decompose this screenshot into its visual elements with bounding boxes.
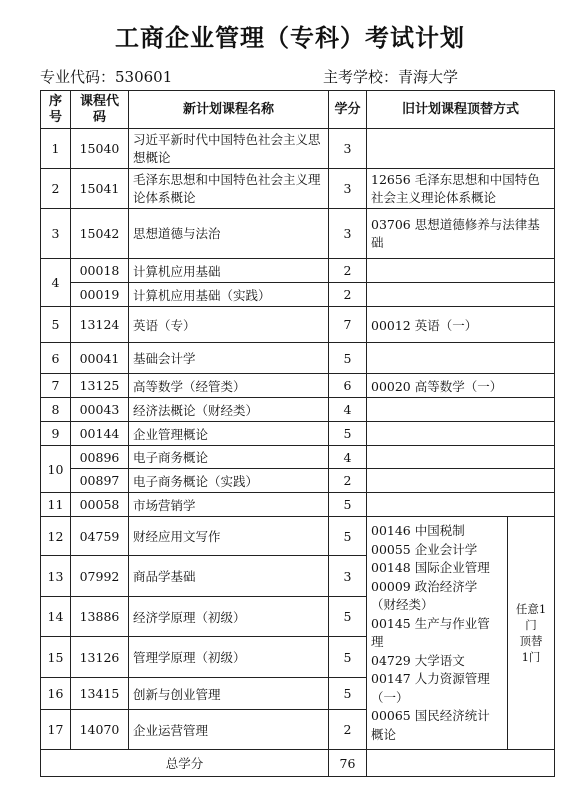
row-name: 电子商务概论（实践） xyxy=(129,469,329,493)
row-code: 13124 xyxy=(71,307,129,343)
row-code: 00058 xyxy=(71,493,129,517)
elective-note-line: 任意1 xyxy=(515,602,547,616)
row-credit: 5 xyxy=(329,493,367,517)
table-row xyxy=(41,446,555,469)
row-code: 00019 xyxy=(71,283,129,307)
table-row xyxy=(41,129,555,169)
row-name: 经济法概论（财经类） xyxy=(129,398,329,422)
row-code: 04759 xyxy=(71,517,129,556)
row-code: 13415 xyxy=(71,678,129,710)
table-row xyxy=(41,517,555,556)
row-name: 思想道德与法治 xyxy=(129,209,329,259)
header-code: 课程代码 xyxy=(71,91,129,129)
row-name: 计算机应用基础 xyxy=(129,259,329,283)
elective-line: 04729 大学语文 xyxy=(371,652,465,668)
elective-line: 00145 生产与作业管 xyxy=(371,615,490,631)
table-row xyxy=(41,209,555,259)
row-credit: 5 xyxy=(329,343,367,374)
row-code: 13886 xyxy=(71,597,129,637)
row-old: 00012 英语（一） xyxy=(367,307,555,343)
table-row xyxy=(41,343,555,374)
row-no: 4 xyxy=(41,259,71,307)
row-name: 企业运营管理 xyxy=(129,710,329,750)
row-code: 00043 xyxy=(71,398,129,422)
row-no: 16 xyxy=(41,678,71,710)
total-label: 总学分 xyxy=(41,750,329,777)
row-no: 13 xyxy=(41,556,71,597)
row-old xyxy=(367,422,555,446)
table-row xyxy=(41,307,555,343)
elective-course-list xyxy=(367,517,508,750)
row-no: 2 xyxy=(41,169,71,209)
table-row xyxy=(41,493,555,517)
elective-line: 00147 人力资源管理 xyxy=(371,671,490,686)
table-row xyxy=(41,374,555,398)
row-old xyxy=(367,343,555,374)
header-old: 旧计划课程顶替方式 xyxy=(367,91,555,129)
row-old xyxy=(367,469,555,493)
row-name: 财经应用文写作 xyxy=(129,517,329,556)
row-old xyxy=(367,259,555,283)
row-no: 1 xyxy=(41,129,71,169)
row-old: 00020 高等数学（一） xyxy=(367,374,555,398)
row-credit: 5 xyxy=(329,422,367,446)
row-code: 13125 xyxy=(71,374,129,398)
elective-line: 00065 国民经济统计 xyxy=(371,708,490,723)
row-name: 英语（专） xyxy=(129,307,329,343)
row-old: 03706 思想道德修养与法律基础 xyxy=(367,209,555,259)
row-code: 00144 xyxy=(71,422,129,446)
elective-line: 00055 企业会计学 xyxy=(371,541,478,557)
row-no: 3 xyxy=(41,209,71,259)
elective-line: 00009 政治经济学 xyxy=(371,578,478,594)
row-credit: 2 xyxy=(329,710,367,750)
row-credit: 4 xyxy=(329,446,367,469)
row-name: 商品学基础 xyxy=(129,556,329,597)
elective-note-line: 1门 xyxy=(521,650,541,664)
table-row xyxy=(41,398,555,422)
row-code: 00896 xyxy=(71,446,129,469)
table-row xyxy=(41,259,555,283)
row-name: 高等数学（经管类） xyxy=(129,374,329,398)
row-credit: 5 xyxy=(329,517,367,556)
table-row xyxy=(41,169,555,209)
row-credit: 4 xyxy=(329,398,367,422)
row-credit: 3 xyxy=(329,556,367,597)
elective-line: （一） xyxy=(371,689,409,705)
row-code: 15040 xyxy=(71,129,129,169)
elective-line: 理 xyxy=(371,634,384,649)
row-name: 经济学原理（初级） xyxy=(129,597,329,637)
row-name: 创新与创业管理 xyxy=(129,678,329,710)
header-name: 新计划课程名称 xyxy=(129,91,329,129)
table-row xyxy=(41,469,555,493)
row-code: 14070 xyxy=(71,710,129,750)
row-code: 13126 xyxy=(71,637,129,678)
elective-line: 00148 国际企业管理 xyxy=(371,560,490,575)
table-row xyxy=(41,422,555,446)
row-old xyxy=(367,446,555,469)
row-no: 12 xyxy=(41,517,71,556)
row-no: 6 xyxy=(41,343,71,374)
row-credit: 5 xyxy=(329,678,367,710)
row-credit: 5 xyxy=(329,637,367,678)
row-old xyxy=(367,129,555,169)
row-credit: 7 xyxy=(329,307,367,343)
row-old: 12656 毛泽东思想和中国特色社会主义理论体系概论 xyxy=(367,169,555,209)
row-no: 9 xyxy=(41,422,71,446)
row-code: 15041 xyxy=(71,169,129,209)
total-row xyxy=(41,750,555,777)
header-credit: 学分 xyxy=(329,91,367,129)
elective-line: 概论 xyxy=(371,726,397,742)
row-no: 14 xyxy=(41,597,71,637)
total-empty xyxy=(367,750,555,777)
row-credit: 3 xyxy=(329,209,367,259)
row-code: 15042 xyxy=(71,209,129,259)
elective-note-line: 门 xyxy=(525,618,537,632)
row-credit: 2 xyxy=(329,283,367,307)
header-row xyxy=(41,91,555,129)
row-credit: 5 xyxy=(329,597,367,637)
row-name: 管理学原理（初级） xyxy=(129,637,329,678)
row-no: 8 xyxy=(41,398,71,422)
row-credit: 3 xyxy=(329,169,367,209)
table-row xyxy=(41,283,555,307)
row-credit: 6 xyxy=(329,374,367,398)
row-credit: 3 xyxy=(329,129,367,169)
row-code: 00897 xyxy=(71,469,129,493)
row-name: 计算机应用基础（实践） xyxy=(129,283,329,307)
row-old xyxy=(367,493,555,517)
row-name: 企业管理概论 xyxy=(129,422,329,446)
row-code: 00041 xyxy=(71,343,129,374)
row-no: 5 xyxy=(41,307,71,343)
exam-school: 主考学校：青海大学 xyxy=(323,68,459,86)
row-old xyxy=(367,398,555,422)
page-title: 工商企业管理（专科）考试计划 xyxy=(115,23,465,52)
header-no: 序号 xyxy=(41,91,71,129)
row-credit: 2 xyxy=(329,259,367,283)
row-name: 基础会计学 xyxy=(129,343,329,374)
row-name: 市场营销学 xyxy=(129,493,329,517)
total-value: 76 xyxy=(329,750,367,777)
row-no: 10 xyxy=(41,446,71,493)
elective-note xyxy=(508,517,555,750)
row-name: 毛泽东思想和中国特色社会主义理论体系概论 xyxy=(129,169,329,209)
row-name: 电子商务概论 xyxy=(129,446,329,469)
row-no: 17 xyxy=(41,710,71,750)
row-old xyxy=(367,283,555,307)
major-code: 专业代码：530601 xyxy=(40,68,173,86)
row-code: 07992 xyxy=(71,556,129,597)
row-credit: 2 xyxy=(329,469,367,493)
exam-plan-table xyxy=(40,90,555,777)
elective-line: 00146 中国税制 xyxy=(371,523,465,538)
elective-line: （财经类） xyxy=(371,597,434,612)
elective-note-line: 顶替 xyxy=(519,634,543,648)
row-no: 15 xyxy=(41,637,71,678)
row-no: 11 xyxy=(41,493,71,517)
row-name: 习近平新时代中国特色社会主义思想概论 xyxy=(129,129,329,169)
row-no: 7 xyxy=(41,374,71,398)
row-code: 00018 xyxy=(71,259,129,283)
